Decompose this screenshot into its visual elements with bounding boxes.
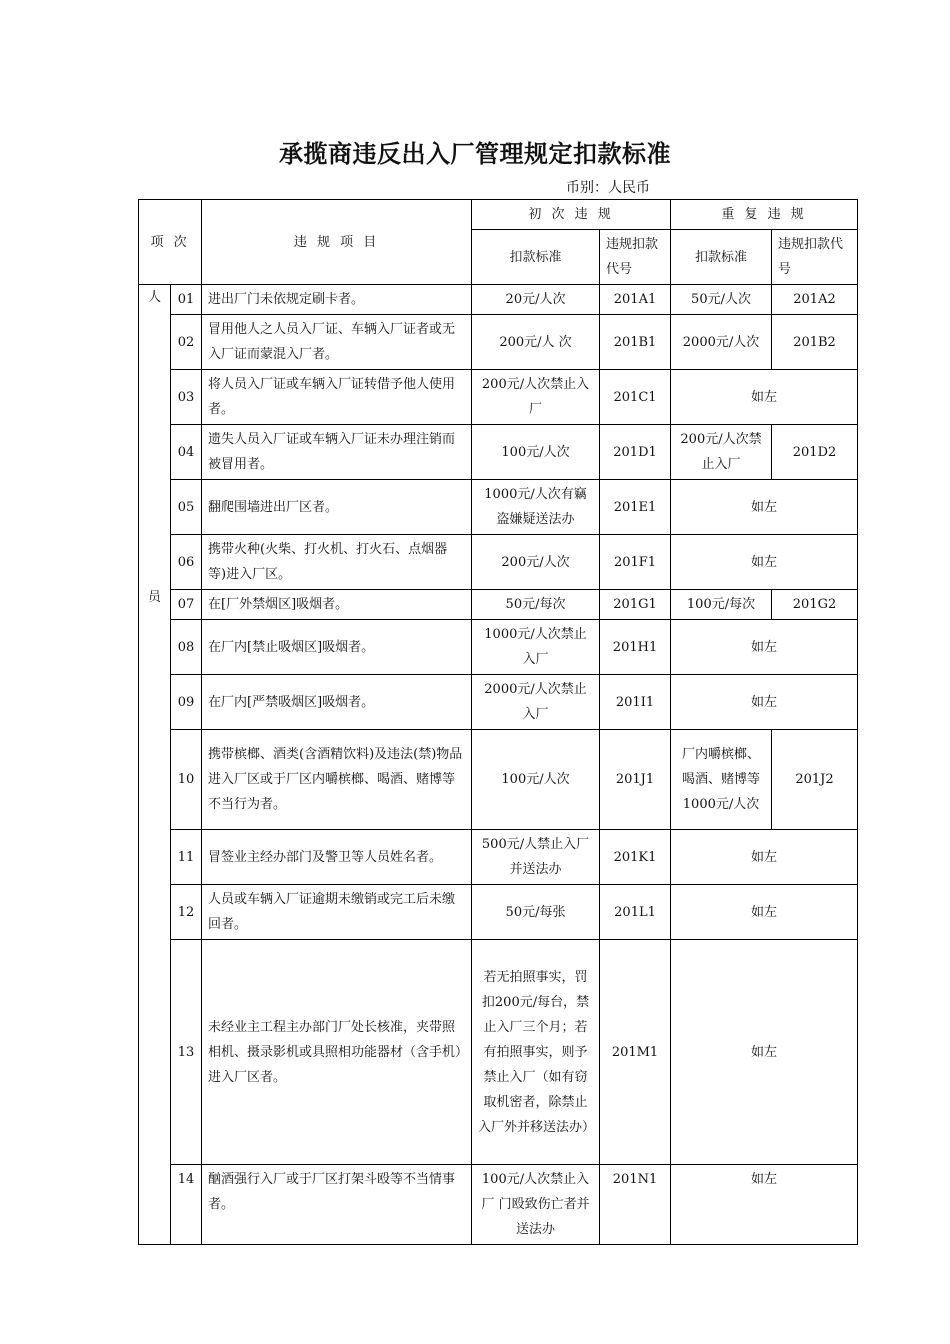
table-row [139, 590, 858, 620]
first-code: 201M1 [600, 940, 671, 1165]
header-repeat-violation: 重 复 违 规 [671, 200, 858, 230]
first-code: 201A1 [600, 285, 671, 315]
row-number: 09 [171, 675, 202, 730]
header-first-code: 违规扣款代号 [600, 230, 671, 285]
repeat-code: 201A2 [772, 285, 858, 315]
first-code: 201C1 [600, 370, 671, 425]
first-penalty: 50元/每张 [472, 885, 600, 940]
row-description: 酗酒强行入厂或于厂区打架斗殴等不当情事者。 [202, 1165, 472, 1245]
page-title: 承揽商违反出入厂管理规定扣款标准 [279, 140, 671, 168]
row-description: 携带火种(火柴、打火机、打火石、点烟器等)进入厂区。 [202, 535, 472, 590]
category-char-2: 员 [147, 590, 161, 605]
row-number: 13 [171, 940, 202, 1165]
table-row [139, 425, 858, 480]
row-number: 07 [171, 590, 202, 620]
first-code: 201F1 [600, 535, 671, 590]
first-code: 201I1 [600, 675, 671, 730]
first-penalty: 50元/每次 [472, 590, 600, 620]
row-number: 12 [171, 885, 202, 940]
first-penalty: 100元/人次禁止入厂 门殴致伤亡者并送法办 [472, 1165, 600, 1245]
repeat-code: 201G2 [772, 590, 858, 620]
row-description: 未经业主工程主办部门厂处长核准，夹带照相机、摄录影机或具照相功能器材（含手机）进入厂区者。 [202, 940, 472, 1165]
first-penalty: 20元/人次 [472, 285, 600, 315]
repeat-penalty: 50元/人次 [671, 285, 772, 315]
table-row [139, 830, 858, 885]
table-row [139, 885, 858, 940]
first-penalty: 若无拍照事实，罚扣200元/每台，禁止入厂三个月；若有拍照事实，则予禁止入厂（如有窃 取机密者，除禁止入厂外并移送法办） [472, 940, 600, 1165]
table-row [139, 940, 858, 1165]
first-penalty: 100元/人次 [472, 730, 600, 830]
row-number: 10 [171, 730, 202, 830]
repeat-code: 201B2 [772, 315, 858, 370]
table-row [139, 620, 858, 675]
repeat-penalty: 2000元/人次 [671, 315, 772, 370]
row-description: 在厂内[禁止吸烟区]吸烟者。 [202, 620, 472, 675]
table-row [139, 730, 858, 830]
repeat-same-as-left: 如左 [671, 940, 858, 1165]
first-code: 201H1 [600, 620, 671, 675]
first-code: 201B1 [600, 315, 671, 370]
first-penalty: 2000元/人次禁止入厂 [472, 675, 600, 730]
first-penalty: 1000元/人次有竊盗嫌疑送法办 [472, 480, 600, 535]
row-number: 04 [171, 425, 202, 480]
first-code: 201N1 [600, 1165, 671, 1245]
repeat-same-as-left: 如左 [671, 830, 858, 885]
table-row [139, 480, 858, 535]
repeat-penalty: 200元/人次禁止入厂 [671, 425, 772, 480]
row-number: 02 [171, 315, 202, 370]
repeat-same-as-left: 如左 [671, 620, 858, 675]
row-number: 03 [171, 370, 202, 425]
repeat-same-as-left: 如左 [671, 885, 858, 940]
header-first-violation: 初 次 违 规 [472, 200, 671, 230]
row-description: 在厂内[严禁吸烟区]吸烟者。 [202, 675, 472, 730]
first-penalty: 1000元/人次禁止入厂 [472, 620, 600, 675]
row-number: 08 [171, 620, 202, 675]
repeat-penalty: 100元/每次 [671, 590, 772, 620]
row-description: 将人员入厂证或车辆入厂证转借予他人使用者。 [202, 370, 472, 425]
row-description: 进出厂门未依规定刷卡者。 [202, 285, 472, 315]
first-penalty: 200元/人次 [472, 535, 600, 590]
repeat-same-as-left: 如左 [671, 535, 858, 590]
header-first-penalty: 扣款标准 [472, 230, 600, 285]
header-item-no: 项 次 [139, 200, 202, 285]
repeat-code: 201J2 [772, 730, 858, 830]
repeat-same-as-left: 如左 [671, 1165, 858, 1245]
header-row-1 [139, 200, 858, 230]
row-number: 14 [171, 1165, 202, 1245]
row-description: 遗失人员入厂证或车辆入厂证未办理注销而被冒用者。 [202, 425, 472, 480]
table-row [139, 370, 858, 425]
first-code: 201G1 [600, 590, 671, 620]
row-number: 05 [171, 480, 202, 535]
category-char-1: 人 [147, 290, 161, 305]
header-violation-item: 违 规 项 目 [202, 200, 472, 285]
header-repeat-code: 违规扣款代号 [772, 230, 858, 285]
category-cell [139, 285, 171, 1245]
row-description: 冒用他人之人员入厂证、车辆入厂证者或无入厂证而蒙混入厂者。 [202, 315, 472, 370]
repeat-same-as-left: 如左 [671, 675, 858, 730]
repeat-penalty: 厂内嚼槟榔、喝酒、赌博等1000元/人次 [671, 730, 772, 830]
penalty-table [138, 199, 858, 1245]
row-description: 在[厂外禁烟区]吸烟者。 [202, 590, 472, 620]
row-description: 携带槟榔、酒类(含酒精饮料)及违法(禁)物品进入厂区或于厂区内嚼槟榔、喝酒、赌博等不当行为者。 [202, 730, 472, 830]
header-repeat-penalty: 扣款标准 [671, 230, 772, 285]
repeat-same-as-left: 如左 [671, 480, 858, 535]
first-penalty: 100元/人次 [472, 425, 600, 480]
repeat-code: 201D2 [772, 425, 858, 480]
first-code: 201D1 [600, 425, 671, 480]
table-row [139, 315, 858, 370]
first-penalty: 200元/人次禁止入厂 [472, 370, 600, 425]
table-row [139, 675, 858, 730]
table-row [139, 285, 858, 315]
row-description: 冒签业主经办部门及警卫等人员姓名者。 [202, 830, 472, 885]
row-number: 06 [171, 535, 202, 590]
table-row [139, 535, 858, 590]
row-number: 11 [171, 830, 202, 885]
first-penalty: 200元/人 次 [472, 315, 600, 370]
first-penalty: 500元/人禁止入厂并送法办 [472, 830, 600, 885]
first-code: 201L1 [600, 885, 671, 940]
table-row [139, 1165, 858, 1245]
row-description: 人员或车辆入厂证逾期未缴销或完工后未缴回者。 [202, 885, 472, 940]
row-description: 翻爬围墙进出厂区者。 [202, 480, 472, 535]
first-code: 201E1 [600, 480, 671, 535]
row-number: 01 [171, 285, 202, 315]
first-code: 201J1 [600, 730, 671, 830]
currency-label: 币别：人民币 [566, 180, 650, 196]
first-code: 201K1 [600, 830, 671, 885]
repeat-same-as-left: 如左 [671, 370, 858, 425]
